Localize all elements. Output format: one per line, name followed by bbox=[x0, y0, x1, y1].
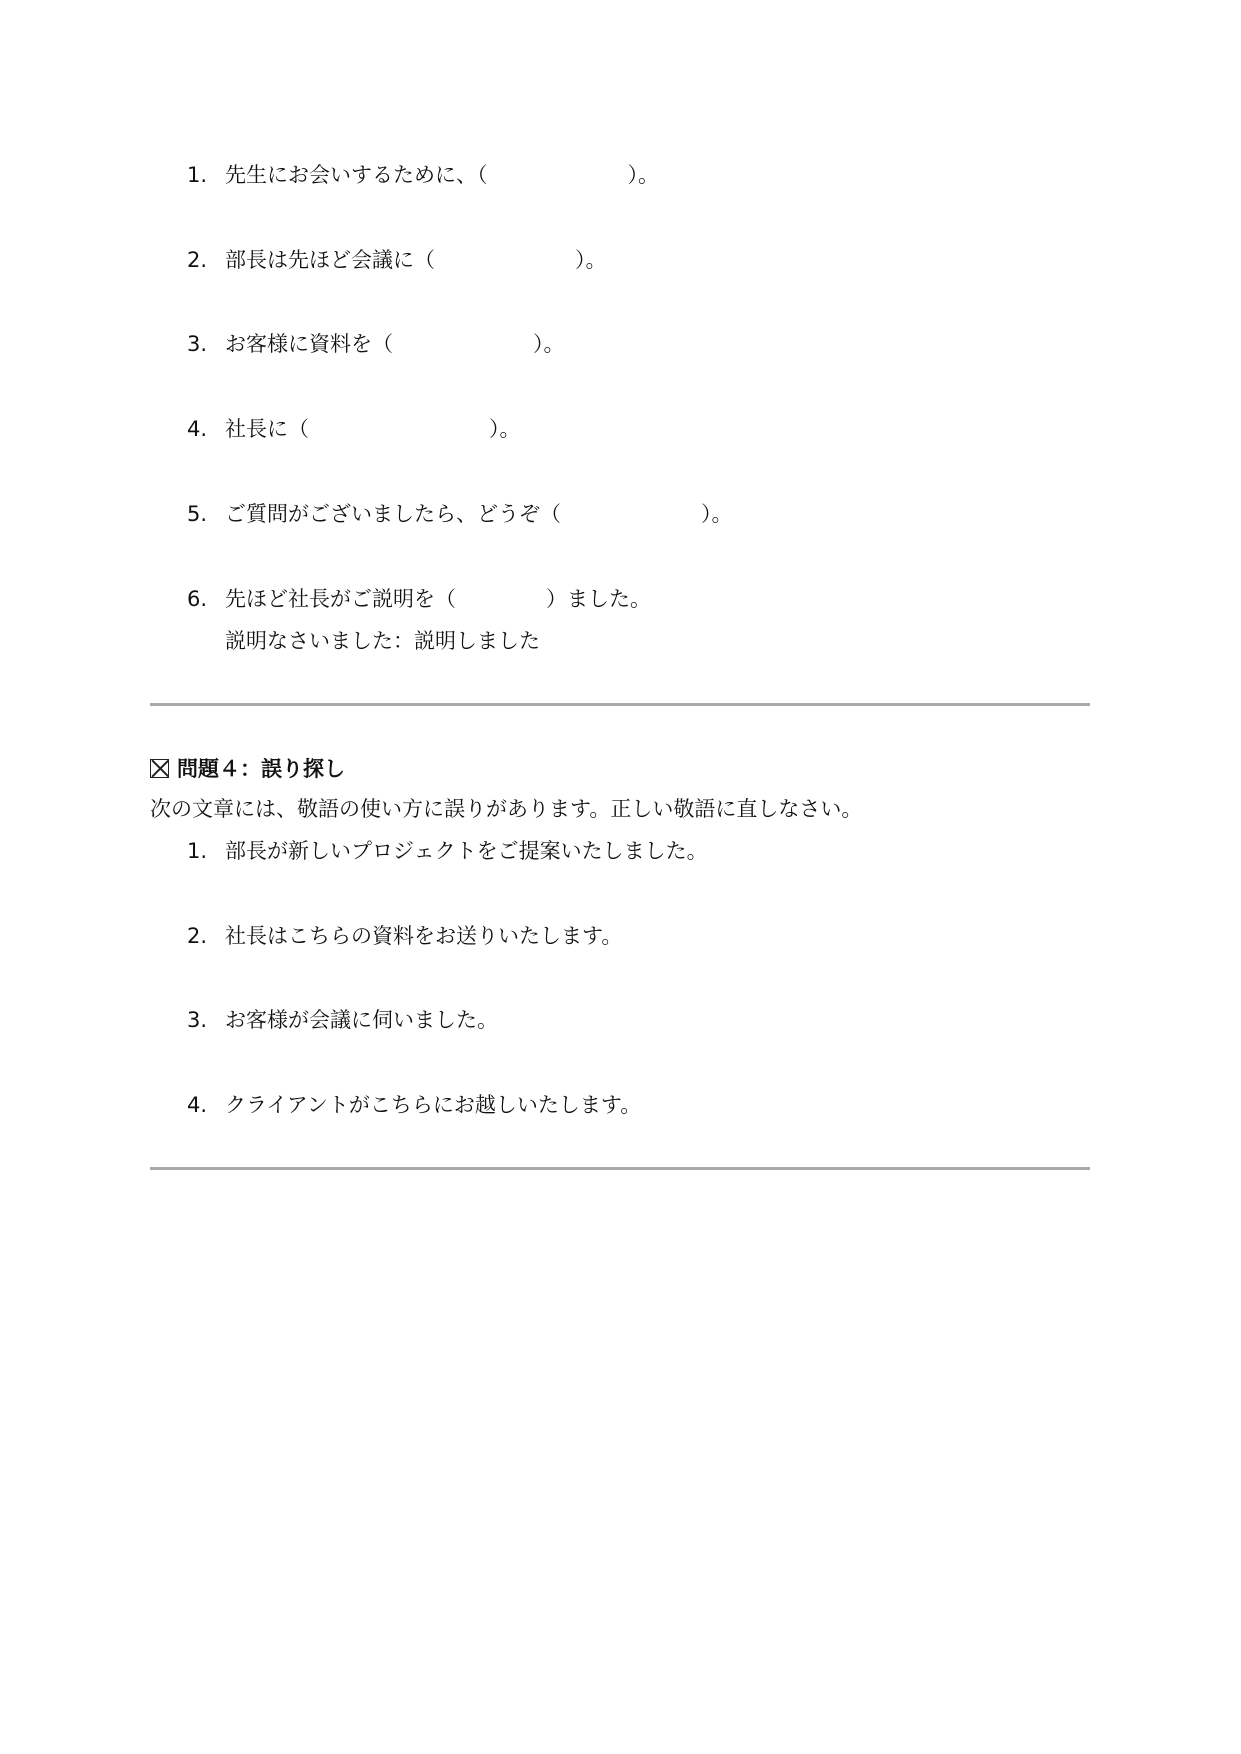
section-instruction: 次の文章には、敬語の使い方に誤りがあります。正しい敬語に直しなさい。 bbox=[150, 797, 863, 821]
item-number: 1. bbox=[187, 839, 208, 863]
item-sentence: お客様が会議に伺いました。 bbox=[225, 1008, 498, 1032]
item-sentence: ご質問がございましたら、どうぞ（ ）。 bbox=[225, 502, 733, 526]
section-divider bbox=[150, 703, 1090, 706]
item-number: 1. bbox=[187, 163, 208, 187]
item-sentence: 社長に（ ）。 bbox=[225, 417, 521, 441]
item-sentence: 社長はこちらの資料をお送りいたします。 bbox=[225, 924, 623, 948]
item-number: 4. bbox=[187, 417, 208, 441]
item-sentence: お客様に資料を（ ）。 bbox=[225, 332, 565, 356]
section-heading bbox=[150, 754, 345, 784]
item-number: 6. bbox=[187, 587, 208, 611]
item-sentence: クライアントがこちらにお越しいたします。 bbox=[225, 1093, 642, 1117]
item-number: 5. bbox=[187, 502, 208, 526]
item-sentence: 先ほど社長がご説明を（ ）ました。 bbox=[225, 587, 651, 611]
item-sentence: 部長は先ほど会議に（ ）。 bbox=[225, 248, 607, 272]
item-sentence: 部長が新しいプロジェクトをご提案いたしました。 bbox=[225, 839, 708, 863]
section-title: 問題４：誤り探し bbox=[177, 757, 345, 781]
item-number: 3. bbox=[187, 1008, 208, 1032]
checkbox-icon bbox=[150, 759, 169, 778]
answer-choices: 説明なさいました：説明しました bbox=[225, 629, 540, 653]
item-number: 2. bbox=[187, 248, 208, 272]
section-divider bbox=[150, 1167, 1090, 1170]
item-number: 3. bbox=[187, 332, 208, 356]
item-number: 4. bbox=[187, 1093, 208, 1117]
item-sentence: 先生にお会いするために、（ ）。 bbox=[225, 163, 659, 187]
item-number: 2. bbox=[187, 924, 208, 948]
